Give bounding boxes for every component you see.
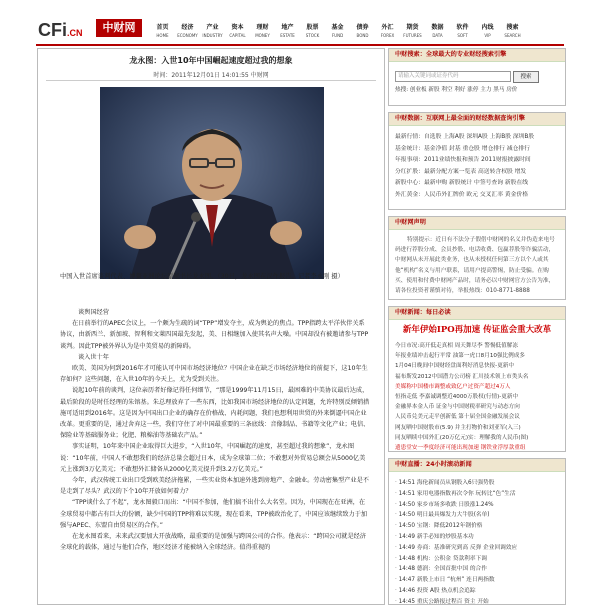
news-link[interactable]: 1月04日晚间中国财经盘面利好消息快报-更新中 [395, 363, 514, 370]
data-row-links[interactable]: 最新分配方案一览表 高送转含权股 增发 [424, 168, 527, 175]
live-panel-header: 中财直播：24小时滚动新闻 [389, 459, 565, 472]
nav-item-fund[interactable] [325, 22, 350, 38]
nav-item-label: 首页 [156, 24, 169, 31]
logo-suffix: .CN [67, 28, 83, 38]
bullet-icon: · [395, 490, 399, 497]
live-news-text: 14:51 海伦新闻员从钢股入6只强势股 [398, 480, 495, 486]
news-link[interactable]: 福布斯发2012中国潜力公司榜 汇川技术领上市类头名 [395, 373, 529, 380]
photo-caption: 中国入世首席谈判代表、博鳌亚洲论坛原秘书长龙永图。（30日，龙永图在汉作报告。记者李永刚 摄） [60, 273, 344, 280]
article-subheading: 谈舆国经营 [78, 309, 109, 316]
bullet-icon: · [395, 587, 399, 594]
promo-headline[interactable]: 新年伊始IPO再加速 传证监会重大改革 [402, 325, 552, 335]
live-news-text: 14:50 宝钢：降低2012年钢价格 [398, 523, 483, 530]
nav-item-sublabel: ESTATE [280, 33, 295, 38]
news-link[interactable]: 美媒称中国楼市调整或致亿户过资产超过4万人 [395, 383, 511, 390]
article-title: 龙永图：入世10年中国崛起速度超过我的想象 [129, 56, 293, 65]
data-list [395, 131, 561, 201]
news-link[interactable]: 恒指走低 李嘉诚调整近4000万股权(行情)-更新中 [395, 393, 519, 400]
bullet-icon: · [395, 501, 399, 508]
data-row-label: 最新行情： [395, 134, 424, 140]
data-row-links[interactable]: 2011业绩快报和预告 2011财报披露时间 [424, 157, 531, 164]
data-row-links[interactable]: 人民币外汇牌价 欧元 交叉汇率 黄金价格 [424, 191, 529, 198]
nav-item-label: 软件 [456, 24, 469, 31]
article-subheading: 谈入世十年 [78, 353, 109, 361]
nav-item-sublabel: FUND [331, 33, 344, 38]
bullet-icon: · [395, 577, 399, 584]
data-row-links[interactable]: 最新申购 新股统计 中签号查询 新股在线 [424, 180, 529, 187]
live-news-link[interactable] [395, 585, 561, 596]
title-divider [46, 80, 376, 81]
data-panel [388, 112, 566, 210]
data-row-links[interactable]: 基金净值 封基 重仓股 增仓排行 减仓排行 [424, 145, 530, 152]
nav-item-sublabel: SEARCH [504, 33, 521, 38]
nav-item-sublabel: SOFT [457, 33, 468, 38]
nav-item-estate[interactable] [275, 22, 300, 38]
article-paragraph: 欧美、美国为何到2016年才可能认可中国市场经济地位？中国企业在缺乏市场经济地位的前提下，这10年生存如何？这些问题，在入世10年的今天上，尤为受到关注。 [60, 365, 368, 384]
data-row-label: 分红扩股： [395, 168, 424, 175]
data-panel-header: 中财数据：互联网上最全面的财经数据查询引擎 [389, 113, 565, 126]
main-nav [150, 22, 525, 38]
search-input[interactable]: 请输入关键词或证券代码 [395, 71, 511, 82]
nav-item-label: 地产 [281, 24, 294, 31]
nav-item-data[interactable] [425, 22, 450, 38]
data-row-label: 新股中心： [395, 180, 424, 187]
data-row [395, 143, 561, 155]
bullet-icon: · [395, 555, 399, 562]
live-news-text: 14:47 新股上市日 “杭州” 连日两指数 [398, 577, 495, 584]
nav-item-label: 搜索 [506, 24, 519, 31]
nav-item-label: 数据 [431, 24, 444, 31]
nav-item-sublabel: MONEY [255, 33, 270, 38]
article-photo [100, 87, 324, 279]
news-link[interactable]: 金融界本金人币 证金与中国财税率研究与动态方向 [395, 404, 520, 411]
nav-item-sublabel: FUTURES [403, 33, 422, 38]
live-news-text: 14:48 德润：全国首批中国 的合作 [398, 566, 487, 573]
nav-item-industry[interactable] [200, 22, 225, 38]
bullet-icon: · [395, 512, 399, 519]
nav-item-sublabel: VIP [484, 33, 491, 38]
nav-item-sublabel: INDUSTRY [202, 33, 223, 38]
nav-item-vip[interactable] [475, 22, 500, 38]
data-row-label: 年报事项： [395, 157, 424, 164]
nav-item-sublabel: CAPITAL [229, 33, 246, 38]
nav-item-bond[interactable] [350, 22, 375, 38]
nav-item-capital[interactable] [225, 22, 250, 38]
news-link[interactable]: 人民币兑美元走平创新低 第十届全国金融发展会议 [395, 414, 520, 421]
live-news-link[interactable] [395, 509, 561, 520]
site-logo[interactable] [38, 20, 83, 41]
article-panel [37, 48, 385, 605]
bullet-icon: · [395, 523, 399, 530]
bullet-icon: · [395, 598, 399, 605]
live-news-link[interactable] [395, 574, 561, 585]
live-news-text: 14:45 重庆公路报过程百 资主 开始 [398, 598, 489, 605]
bullet-icon: · [395, 566, 399, 573]
news-link[interactable]: 年报业绩冲击起行平常 油第一虎口8月10强比例成多 [395, 353, 525, 360]
live-news-link[interactable] [395, 542, 561, 553]
live-panel [388, 458, 566, 605]
nav-item-label: 基金 [331, 24, 344, 31]
nav-item-sublabel: ECONOMY [177, 33, 198, 38]
site-header [0, 0, 600, 44]
notice-panel-header: 中财网声明 [389, 217, 565, 230]
news-link[interactable]: 网友晒中国财股市(5.9) 并主打物价和刘亚军(入三) [395, 424, 521, 431]
article-paragraph: 在日前举行的APEC会议上，一个颇为生疏的词“TPP”增发夺主，成为舆论的焦点。TPP指跨太平洋伙伴关系协议，由新西兰、新加坡、智利和文莱四国最先发起，美、日相继加入使其名声大噪。中国却没有被邀请参与TPP谈判。因此TPP被外界认为是中美贸易的新障碍。 [60, 320, 369, 350]
recommend-panel [388, 306, 566, 452]
data-row-label: 基金统计： [395, 145, 424, 152]
nav-item-label: 内线 [481, 24, 494, 31]
hot-keywords[interactable]: 热搜: 创业板 新股 利空 利好 涨停 主力 黑马 房价 [395, 87, 518, 93]
data-row [395, 131, 561, 143]
recommend-list [395, 341, 561, 452]
nav-item-forex[interactable] [375, 22, 400, 38]
recommend-panel-header: 中财新闻：每日必读 [389, 307, 565, 320]
article-meta: 时间：2011年12月01日 14:01:55 中财网 [153, 72, 269, 79]
nav-item-label: 债券 [356, 24, 369, 31]
bullet-icon: · [395, 544, 399, 551]
search-button[interactable]: 搜索 [513, 71, 539, 83]
nav-item-sublabel: STOCK [305, 33, 320, 38]
nav-item-search[interactable] [500, 22, 525, 38]
data-row [395, 166, 561, 178]
live-news-text: 14:46 投资 A股 热点机会追踪 [398, 587, 476, 594]
data-row [395, 177, 561, 189]
data-row-links[interactable]: 自选股 上海A股 深圳A股 上海B股 深圳B股 [424, 134, 535, 140]
nav-item-label: 外汇 [381, 24, 394, 31]
article-paragraph: 说起10年前的谈判，这位亲历者好像记得任何细节，“那是1999年11月15日，最困难的中美协议最后达成，最后阶段的是时任经理的朱镕基。朱总理放弃了一些东西，比如我国市场经济地位的认定问题，允许特别反倾销措施可适用到2016年。这是因为中国出口企业的确存在价格战、内耗问题，我们也想利用世贸的外来倒逼中国企业改革。更重要的是，通过舍弃这一些，我们守住了对中国最重要的三条底线：音像制品、书籍等文化产业；电信、保险业等基础服务业；化肥、粮棉油等基础农产品。” [60, 387, 370, 440]
nav-item-label: 股票 [306, 24, 319, 31]
live-news-text: 14:49 新手必知的炒股基本功 [398, 533, 474, 540]
live-news-text: 14:49 券商：基准研究到高 反弹 企业回调效应 [398, 544, 518, 551]
live-news-text: 14:48 机构：公积金 贷款利率下调 [398, 555, 487, 562]
live-news-link[interactable] [395, 596, 561, 605]
live-news-text: 14:51 家用电器指数再次令你 玩转比“色”生活 [398, 490, 516, 497]
article-paragraph: 事实证明，10年来中国企业取得巨大进步，“入世10年，中国崛起的速度，甚至超过我的想象”，龙永图说：“10年前，中国人不敢想我们的经济总量会超过日本，成为全球第二位；不敢想对外贸易总额会从5000亿美元上涨到3万亿美元；不敢想外汇储备从2000亿美元提升到3.2万亿美元。” [60, 443, 366, 473]
data-row [395, 189, 561, 201]
data-row [395, 154, 561, 166]
nav-item-economy[interactable] [175, 22, 200, 38]
search-panel [388, 48, 566, 106]
nav-item-label: 期货 [406, 24, 419, 31]
notice-panel [388, 216, 566, 300]
nav-item-futures[interactable] [400, 22, 425, 38]
live-news-link[interactable] [395, 520, 561, 531]
article-paragraph: “TPP谈什么了不起”，龙永图毅口而出：“中国不参加，他们搞不出什么大名堂。因为，中国现在在亚洲，在全球贸易中都占有巨大的份额，缺少中国的TPP将难以实现，现在看来，TPP被政治化了，中国应该继续致力于加强与APEC、东盟自由贸易区的合作。” [60, 499, 368, 529]
nav-item-label: 理财 [256, 24, 269, 31]
live-news-link[interactable] [395, 563, 561, 574]
article-paragraph: 在龙永图看来，未来武汉要加大开放战略，最重要的是加强与跨国公司的合作。他表示：“跨国公司就是经济全球化的载体，通过与他们合作，地区经济才能被纳入全球经济。值得重视的 [60, 533, 367, 552]
bullet-icon: · [395, 533, 399, 540]
nav-item-sublabel: FOREX [380, 33, 395, 38]
search-panel-header: 中财搜索：全球最大的专业财经搜索引擎 [389, 49, 565, 62]
live-news-link[interactable] [395, 553, 561, 564]
nav-item-sublabel: HOME [156, 33, 169, 38]
nav-item-sublabel: BOND [356, 33, 369, 38]
live-news-link[interactable] [395, 531, 561, 542]
notice-text: 特别提示：近日有不法分子假借中财网的名义并伪造来电号码进行荐股分成、会员抄股、电话收费、包赢荐股等诈骗活动，中财网从未开展此类业务，也从未授权任何第三方以个人或其他“机构”名义与用户联系，请用户提高警惕，防止受骗。在购买、使用和付费中财网产品时，请务必以中财网官方公告为准，请各位投资者谨慎对待，举报热线：010-8771-8888 [395, 237, 555, 295]
live-news-link[interactable] [395, 499, 561, 510]
logo-text: CFi [38, 20, 67, 40]
news-link[interactable]: 今日市况:高开低走真相 周天舞尽李 警惕低值解冻 [395, 343, 518, 349]
news-link[interactable]: 遗患堂安一季度经济可能出现加速 钢铁业浮厚款重组 [395, 444, 526, 451]
nav-item-label: 资本 [231, 24, 244, 31]
live-news-text: 14:50 明日最具爆发力大牛股(名单) [398, 512, 490, 519]
news-link[interactable]: 同友晒续中国外汇(20万亿元)实：理解我的人民币(图) [395, 434, 529, 441]
nav-item-money[interactable] [250, 22, 275, 38]
nav-item-sublabel: DATA [432, 33, 443, 38]
live-news-link[interactable] [395, 477, 561, 488]
nav-item-label: 经济 [181, 24, 194, 31]
nav-item-label: 产业 [206, 24, 219, 31]
article-body [60, 307, 370, 553]
nav-item-soft[interactable] [450, 22, 475, 38]
live-list [395, 477, 561, 605]
nav-item-home[interactable] [150, 22, 175, 38]
live-news-link[interactable] [395, 488, 561, 499]
data-row-label: 外汇黄金： [395, 191, 424, 198]
logo-badge[interactable]: 中财网 [96, 19, 142, 37]
bullet-icon: · [395, 480, 399, 486]
nav-item-stock[interactable] [300, 22, 325, 38]
article-paragraph: 今年，武汉传统工业出口受到欧美经济拖累，一些实业资本加速外逃到房地产、金融业。劳动密集型产业是不是走到了尽头？武汉的下个10年开放如何着力？ [60, 477, 369, 496]
header-divider [36, 44, 564, 46]
live-news-text: 14:50 家乡市场多收跌 日股涨1.24% [398, 501, 494, 508]
